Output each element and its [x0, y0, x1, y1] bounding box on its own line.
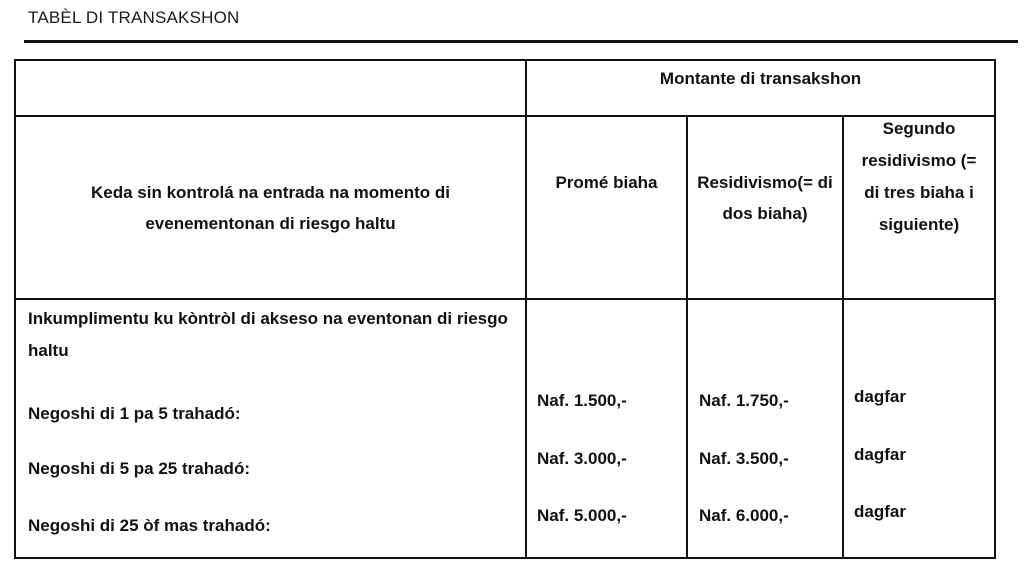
- col-header-first-text: Promé biaha: [555, 173, 658, 192]
- transaction-table: [14, 59, 996, 559]
- col-header-second: [688, 117, 842, 298]
- col-header-second-text: Residivismo(= di dos biaha): [697, 173, 833, 223]
- row-third-value: dagfar: [854, 445, 906, 464]
- row-header-cell: [16, 117, 525, 298]
- row-third-value: dagfar: [854, 387, 906, 406]
- col-header-first: [527, 117, 686, 298]
- document-heading: TABÈL DI TRANSAKSHON: [28, 8, 240, 27]
- row-third-value: dagfar: [854, 502, 906, 521]
- row-second-value: Naf. 1.750,-: [699, 391, 789, 410]
- heading-divider: [24, 40, 1018, 43]
- row-first-value: Naf. 1.500,-: [537, 391, 627, 410]
- row-second-value: Naf. 6.000,-: [699, 506, 789, 525]
- table-divider-header-bottom: [16, 298, 994, 300]
- group-header-montante: Montante di transakshon: [659, 69, 862, 88]
- col-header-third: [844, 117, 994, 298]
- col-header-third-text: Segundo residivismo (= di tres biaha i siguiente): [861, 119, 977, 234]
- section-title-text: Inkumplimentu ku kòntròl di akseso na eventonan di riesgo haltu: [28, 309, 508, 360]
- row-first-value: Naf. 5.000,-: [537, 506, 627, 525]
- row-header-text: Keda sin kontrolá na entrada na momento di evenementonan di riesgo haltu: [91, 182, 450, 233]
- section-title: [28, 303, 520, 367]
- row-label: Negoshi di 25 òf mas trahadó:: [28, 516, 271, 535]
- row-first-value: Naf. 3.000,-: [537, 449, 627, 468]
- row-label: Negoshi di 1 pa 5 trahadó:: [28, 404, 241, 423]
- row-second-value: Naf. 3.500,-: [699, 449, 789, 468]
- row-label: Negoshi di 5 pa 25 trahadó:: [28, 459, 250, 478]
